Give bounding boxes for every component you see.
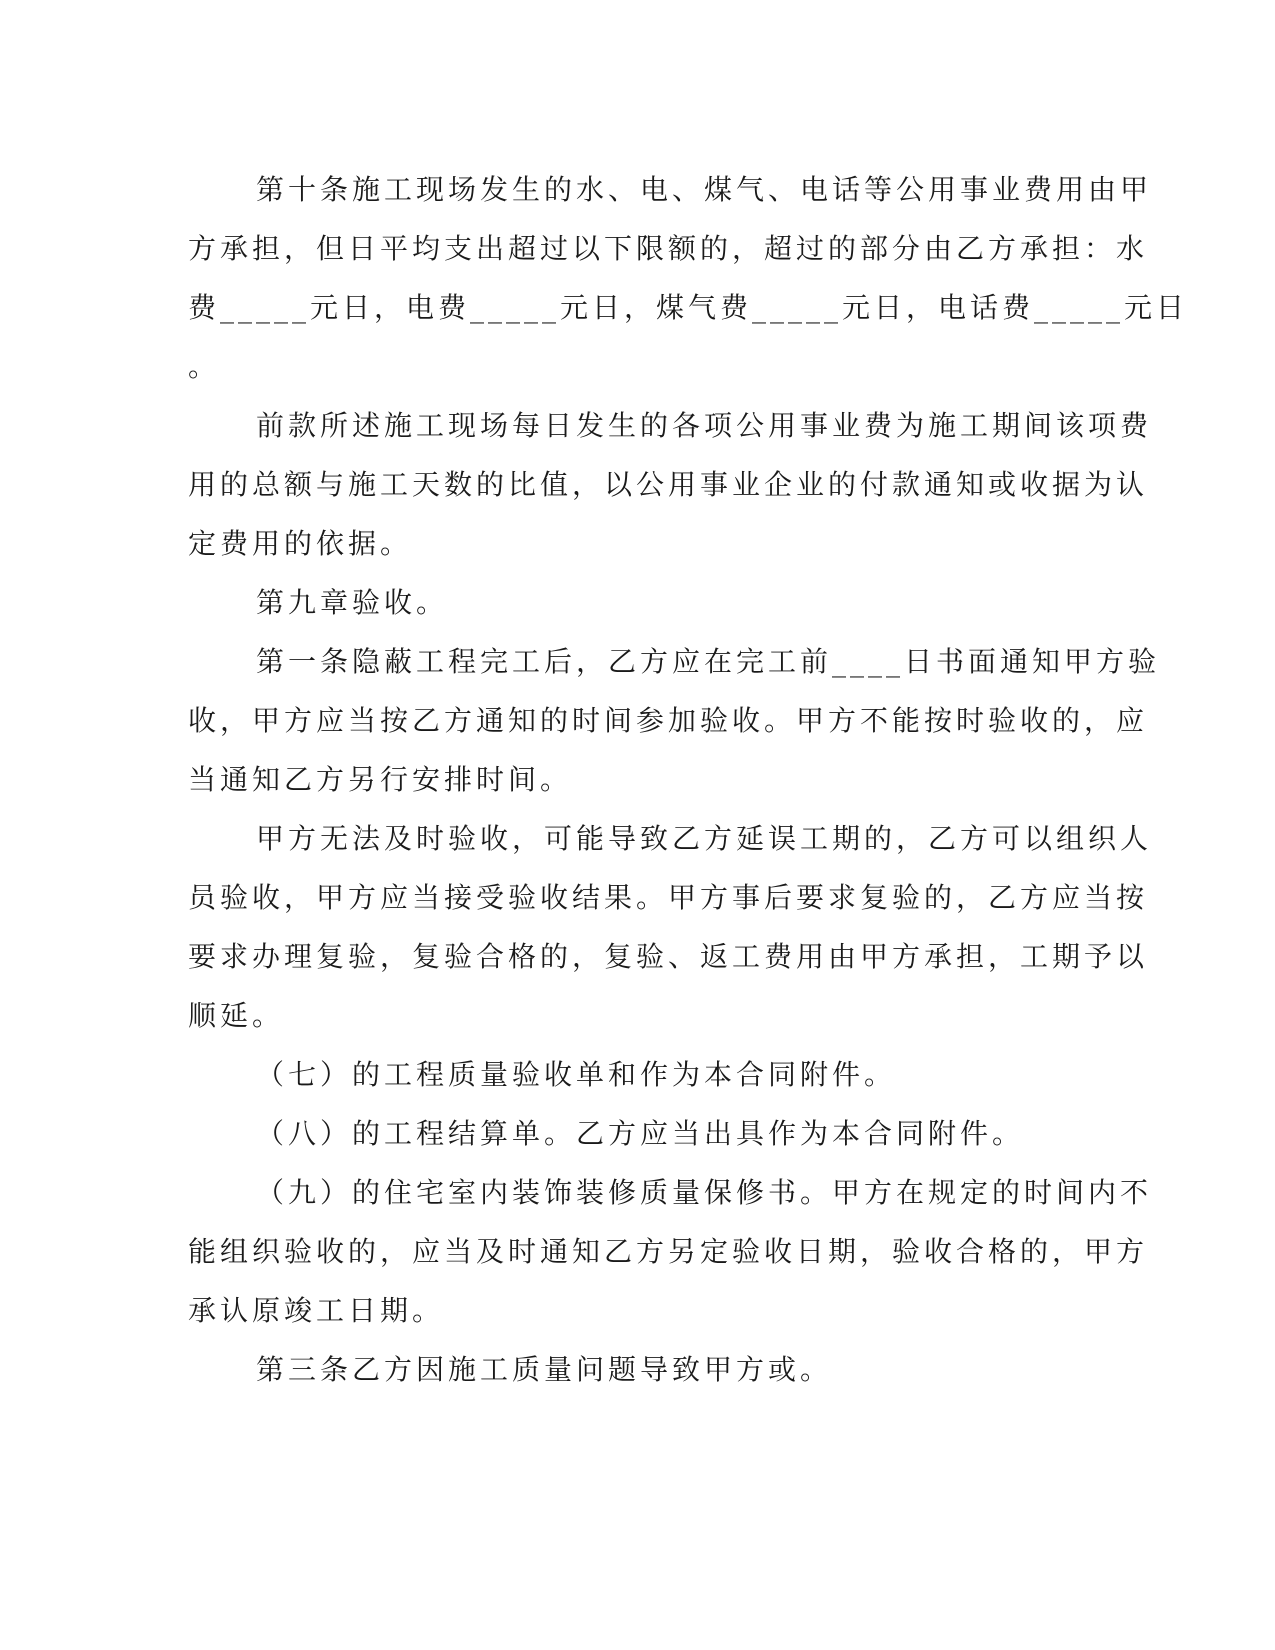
text-line: 方承担，但日平均支出超过以下限额的，超过的部分由乙方承担：水 [188, 232, 1149, 265]
text-line: （八）的工程结算单。乙方应当出具作为本合同附件。 [256, 1117, 1025, 1150]
paragraph-delayed-inspection [188, 809, 1153, 1045]
text-line: 顺延。 [188, 999, 285, 1032]
chapter-heading [188, 573, 1078, 632]
text-line: 收，甲方应当按乙方通知的时间参加验收。甲方不能按时验收的，应 [188, 704, 1149, 737]
text-line: （九）的住宅室内装饰装修质量保修书。甲方在规定的时间内不 [256, 1176, 1153, 1209]
text-line: 前款所述施工现场每日发生的各项公用事业费为施工期间该项费 [256, 409, 1153, 442]
text-line: （七）的工程质量验收单和作为本合同附件。 [256, 1058, 897, 1091]
text-line: 第一条隐蔽工程完工后，乙方应在完工前____日书面通知甲方验 [256, 645, 1161, 678]
text-line: 第九章验收。 [256, 586, 449, 619]
text-line: 。 [188, 350, 221, 383]
text-line: 当通知乙方另行安排时间。 [188, 763, 573, 796]
text-line: 费_____元日，电费_____元日，煤气费_____元日，电话费_____元日 [188, 291, 1189, 324]
text-line: 能组织验收的，应当及时通知乙方另定验收日期，验收合格的，甲方 [188, 1235, 1149, 1268]
text-line: 第十条施工现场发生的水、电、煤气、电话等公用事业费用由甲 [256, 173, 1153, 206]
paragraph-article-10 [188, 160, 1189, 396]
paragraph-fee-definition [188, 396, 1153, 573]
text-line: 承认原竣工日期。 [188, 1294, 445, 1327]
paragraph-item-9 [188, 1163, 1153, 1340]
text-line: 员验收，甲方应当接受验收结果。甲方事后要求复验的，乙方应当按 [188, 881, 1149, 914]
paragraph-item-8 [188, 1104, 1078, 1163]
text-line: 甲方无法及时验收，可能导致乙方延误工期的，乙方可以组织人 [256, 822, 1153, 855]
text-line: 用的总额与施工天数的比值，以公用事业企业的付款通知或收据为认 [188, 468, 1149, 501]
text-line: 第三条乙方因施工质量问题导致甲方或。 [256, 1353, 833, 1386]
paragraph-item-7 [188, 1045, 1078, 1104]
paragraph-article-3 [188, 1340, 1078, 1399]
paragraph-article-1 [188, 632, 1161, 809]
text-line: 定费用的依据。 [188, 527, 413, 560]
document-body [188, 160, 1189, 1399]
text-line: 要求办理复验，复验合格的，复验、返工费用由甲方承担，工期予以 [188, 940, 1149, 973]
